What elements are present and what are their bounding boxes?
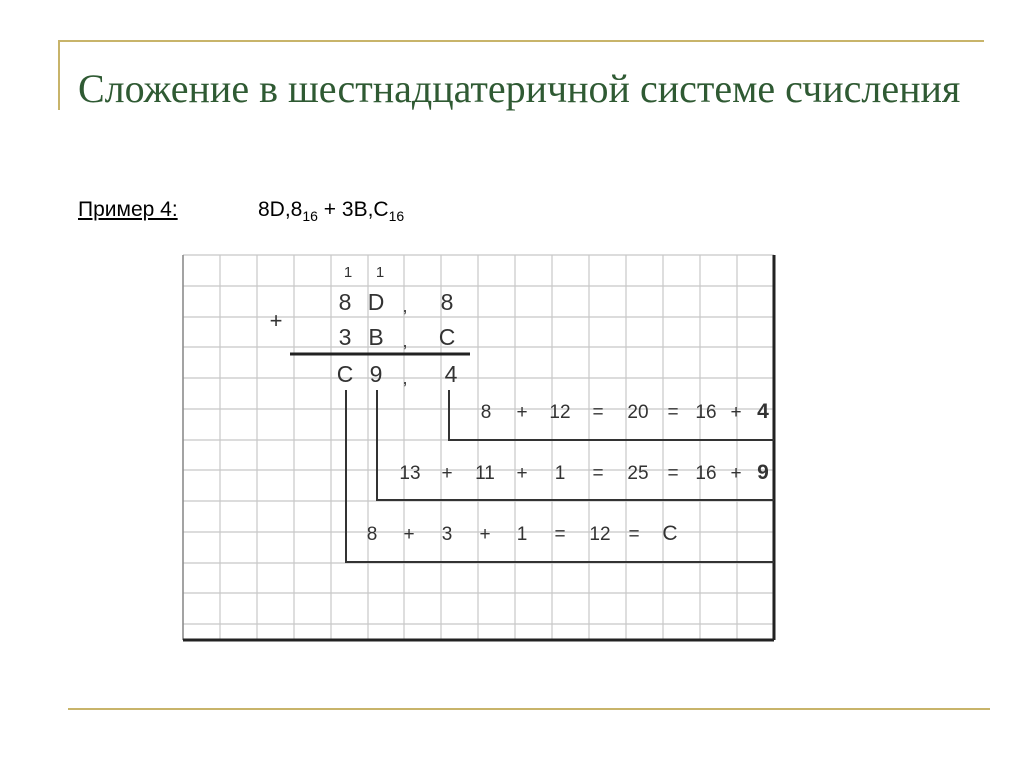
step1-eq-1: = bbox=[592, 402, 604, 423]
row2-digit-2: B bbox=[368, 324, 384, 350]
result-comma: , bbox=[402, 368, 408, 388]
result-digit-1: C bbox=[336, 361, 354, 387]
step2-term-1: 13 bbox=[399, 463, 421, 484]
operand2: 3B,C bbox=[341, 198, 389, 221]
step2-op-3: + bbox=[730, 463, 742, 484]
step1-sum: 20 bbox=[627, 402, 649, 423]
step1-eq-2: = bbox=[667, 402, 679, 423]
row1-digit-3: 8 bbox=[440, 289, 454, 315]
step3-digit: C bbox=[662, 522, 678, 545]
row1-digit-1: 8 bbox=[338, 289, 352, 315]
plus-sign: + bbox=[323, 198, 337, 221]
row2-comma: , bbox=[402, 331, 408, 351]
step1-op-2: + bbox=[730, 402, 742, 423]
step2-eq-1: = bbox=[592, 463, 604, 484]
addition-plus: + bbox=[269, 308, 283, 333]
step2-sixteen: 16 bbox=[695, 463, 717, 484]
step3-op-1: + bbox=[403, 524, 415, 545]
step2-carry: 1 bbox=[554, 463, 566, 484]
step3-op-2: + bbox=[479, 524, 491, 545]
step1-term-2: 12 bbox=[549, 402, 571, 423]
step3-term-2: 3 bbox=[441, 524, 453, 545]
step2-digit: 9 bbox=[757, 461, 769, 484]
step3-carry: 1 bbox=[516, 524, 528, 545]
row1-digit-2: D bbox=[367, 289, 385, 315]
row2-digit-1: 3 bbox=[338, 324, 352, 350]
step1-sixteen: 16 bbox=[695, 402, 717, 423]
row1-comma: , bbox=[402, 296, 408, 316]
step1-term-1: 8 bbox=[480, 402, 492, 423]
step3-sum: 12 bbox=[589, 524, 611, 545]
step2-op-1: + bbox=[441, 463, 453, 484]
step1-digit: 4 bbox=[757, 400, 769, 423]
result-digit-3: 4 bbox=[444, 361, 458, 387]
connector-fraction bbox=[449, 390, 774, 440]
carry-1: 1 bbox=[343, 264, 353, 281]
step2-eq-2: = bbox=[667, 463, 679, 484]
step3-eq-1: = bbox=[554, 524, 566, 545]
example-label: Пример 4: bbox=[78, 198, 178, 221]
operand1-base: 16 bbox=[302, 208, 318, 225]
operand2-base: 16 bbox=[388, 208, 405, 225]
operand1: 8D,8 bbox=[258, 198, 303, 221]
step3-eq-2: = bbox=[628, 524, 640, 545]
slide-title: Сложение в шестнадцатеричной системе счисления bbox=[78, 66, 961, 111]
carry-2: 1 bbox=[375, 264, 385, 281]
step2-op-2: + bbox=[516, 463, 528, 484]
step1-op-1: + bbox=[516, 402, 528, 423]
step2-sum: 25 bbox=[627, 463, 649, 484]
row2-digit-3: C bbox=[438, 324, 456, 350]
result-digit-2: 9 bbox=[369, 361, 383, 387]
step2-term-2: 11 bbox=[475, 463, 495, 484]
step3-term-1: 8 bbox=[366, 524, 378, 545]
